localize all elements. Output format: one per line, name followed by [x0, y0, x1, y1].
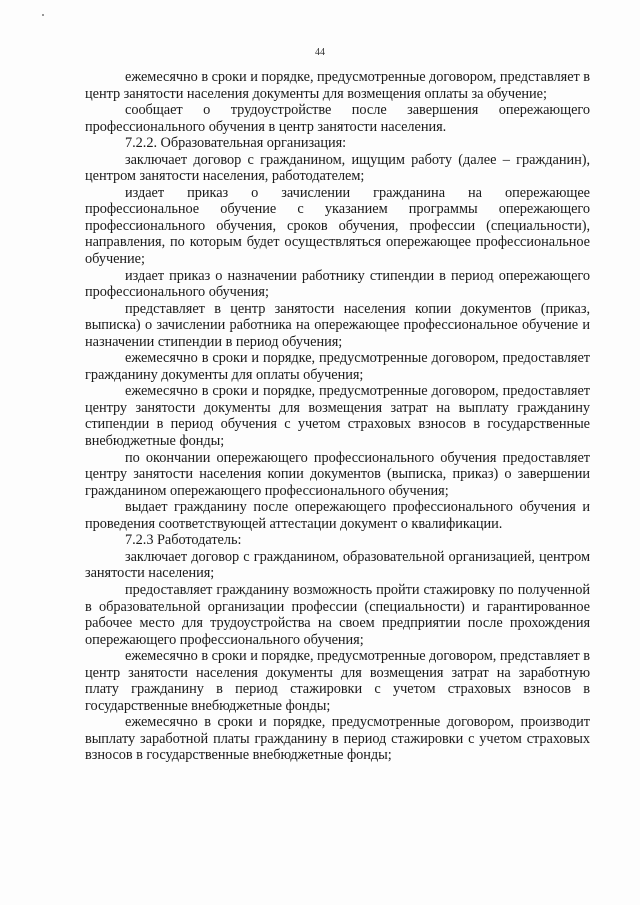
paragraph: по окончании опережающего профессионального обучения предоставляет центру занятости населения копии документов (выписка, приказ) о завершении гражданином опережающего профессионального обучения; [85, 449, 590, 499]
scan-speck [42, 14, 44, 16]
paragraph: ежемесячно в сроки и порядке, предусмотренные договором, предоставляет гражданину документы для оплаты обучения; [85, 350, 590, 383]
paragraph: выдает гражданину после опережающего профессионального обучения и проведения соответствующей аттестации документ о квалификации. [85, 499, 590, 532]
document-body [85, 69, 590, 764]
paragraph: издает приказ о зачислении гражданина на опережающее профессиональное обучение с указанием программы опережающего профессионального обучения, сроков обучения, профессии (специальности), направления, по которым будет осуществляться опережающее профессиональное обучение; [85, 184, 590, 268]
paragraph: ежемесячно в сроки и порядке, предусмотренные договором, представляет в центр занятости населения документы для возмещения оплаты за обучение; [85, 69, 590, 102]
paragraph: ежемесячно в сроки и порядке, предусмотренные договором, производит выплату заработной платы гражданину в период стажировки с учетом страховых взносов в государственные внебюджетные фонды; [85, 714, 590, 764]
paragraph: ежемесячно в сроки и порядке, предусмотренные договором, предоставляет центру занятости документы для возмещения затрат на выплату гражданину стипендии в период обучения с учетом страховых взносов в государственные внебюджетные фонды; [85, 383, 590, 450]
paragraph: предоставляет гражданину возможность пройти стажировку по полученной в образовательной организации профессии (специальности) и гарантированное рабочее место для трудоустройства на своем предприятии после прохождения опережающего профессионального обучения; [85, 581, 590, 648]
section-heading: 7.2.2. Образовательная организация: [125, 135, 347, 152]
paragraph: издает приказ о назначении работнику стипендии в период опережающего профессионального обучения; [85, 267, 590, 301]
paragraph: представляет в центр занятости населения копии документов (приказ, выписка) о зачислении работника на опережающее профессиональное обучение и назначении стипендии в период обучения; [85, 300, 590, 350]
paragraph: заключает договор с гражданином, образовательной организацией, центром занятости населения; [85, 548, 590, 582]
page-number: 44 [315, 47, 325, 58]
section-heading: 7.2.3 Работодатель: [125, 532, 242, 549]
paragraph: ежемесячно в сроки и порядке, предусмотренные договором, представляет в центр занятости населения документы для возмещения затрат на заработную плату гражданину в период стажировки с учетом страховых взносов в государственные внебюджетные фонды; [85, 648, 590, 714]
paragraph: заключает договор с гражданином, ищущим работу (далее – гражданин), центром занятости населения, работодателем; [85, 151, 590, 185]
paragraph: сообщает о трудоустройстве после завершения опережающего профессионального обучения в центр занятости населения. [85, 102, 590, 135]
